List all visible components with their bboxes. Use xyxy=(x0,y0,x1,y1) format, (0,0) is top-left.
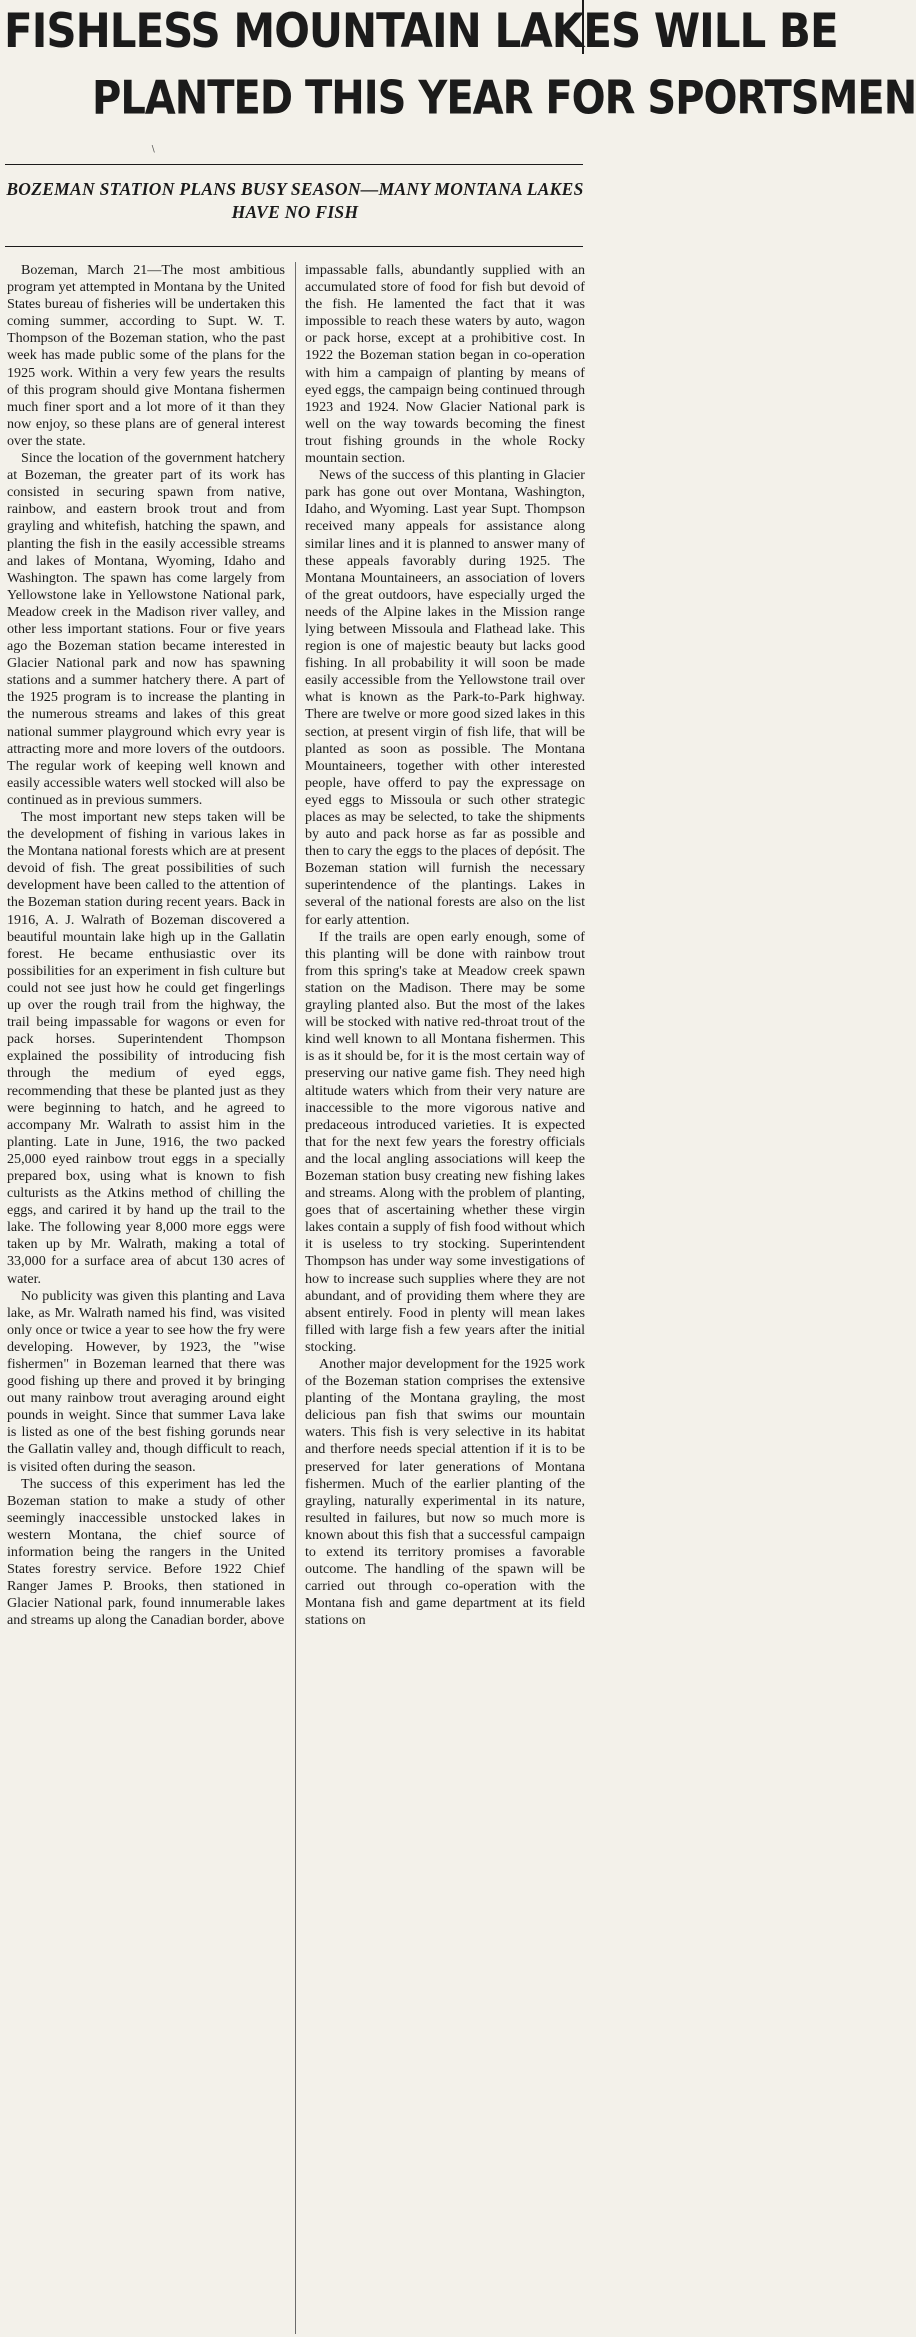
top-rule xyxy=(5,164,583,165)
paragraph: Since the location of the government hatchery at Bozeman, the greater part of its work has consisted in securing spawn from native, rainbow, and eastern brook trout and from grayling and whitefish, hatching the spawn, and planting the fish in the easily accessible streams and lakes of Montana, Wyoming, Idaho and Washington. The spawn has come largely from Yellowstone lake in Yellowstone National park, Meadow creek in the Madison river valley, and other less important stations. Four or five years ago the Bozeman station became interested in Glacier National park and now has spawning stations and a summer hatchery there. A part of the 1925 program is to increase the planting in the numerous streams and lakes of this great national summer playground which evry year is attracting more and more lovers of the outdoors. The regular work of keeping well known and easily accessible waters well stocked will also be continued as in previous summers. xyxy=(7,450,285,808)
bottom-rule xyxy=(5,246,583,247)
paragraph: Another major development for the 1925 work of the Bozeman station comprises the extensive planting of the Montana grayling, the most delicious pan fish that swims our mountain waters. This fish is very selective in its habitat and therfore needs special attention if it is to be preserved for later generations of Montana fishermen. Much of the earlier planting of the grayling, naturally experimental in its nature, resulted in failures, but now so much more is known about this fish that a successful campaign to extend its territory promises a favorable outcome. The handling of the spawn will be carried out through co-operation with the Montana fish and game department at its field stations on xyxy=(305,1356,585,1629)
paragraph: The most important new steps taken will be the development of fishing in various lakes in the Montana national forests which are at present devoid of fish. The great possibilities of such development have been called to the attention of the Bozeman station during recent years. Back in 1916, A. J. Walrath of Bozeman discovered a beautiful mountain lake high up in the Gallatin forest. He became enthusiastic over its possibilities for an experiment in fish culture but could not see just how he could get fingerlings up over the rough trail from the highway, the trail being impassable for wagons or even for pack horses. Superintendent Thompson explained the possibility of introducing fish through the medium of eyed eggs, recommending that these be planted just as they were beginning to hatch, and he agreed to accompany Mr. Walrath to assist him in the planting. Late in June, 1916, the two packed 25,000 eyed rainbow trout eggs in a specially prepared box, using what is known to fish culturists as the Atkins method of chilling the eggs, and carired it by hand up the trail to the lake. The following year 8,000 more eggs were taken up by Mr. Walrath, making a total of 33,000 for a surface area of abcut 130 acres of water. xyxy=(7,809,285,1287)
article-column-left xyxy=(7,262,285,2334)
paragraph: If the trails are open early enough, some of this planting will be done with rainbow trout from this spring's take at Meadow creek spawn station on the Madison. There may be some grayling planted also. But the most of the lakes will be stocked with native red-throat trout of the kind well known to all Montana fishermen. This is as it should be, for it is the most certain way of preserving our native game fish. They need high altitude waters which from their very nature are inaccessible to the more vigorous native and predaceous introduced varieties. It is expected that for the next few years the forestry officials and the local angling associations will keep the Bozeman station busy creating new fishing lakes and streams. Along with the problem of planting, goes that of ascertaining whether these virgin lakes contain a supply of fish food without which it is useless to try stocking. Superintendent Thompson has under way some investigations of how to increase such supplies where they are not abundant, and of providing them where they are absent entirely. Food in plenty will mean lakes filled with large fish a few years after the initial stocking. xyxy=(305,928,585,1355)
paragraph: Bozeman, March 21—The most ambitious program yet attempted in Montana by the United States bureau of fisheries will be undertaken this coming summer, according to Supt. W. T. Thompson of the Bozeman station, who the past week has made public some of the plans for the 1925 work. Within a very few years the results of this program should give Montana fishermen much finer sport and a lot more of it than they now enjoy, so these plans are of general interest over the state. xyxy=(7,262,285,449)
paragraph: News of the success of this planting in Glacier park has gone out over Montana, Washington, Idaho, and Wyoming. Last year Supt. Thompson received many appeals for assistance along similar lines and it is planned to answer many of these appeals favorably during 1925. The Montana Mountaineers, an association of lovers of the great outdoors, have especially urged the needs of the Alpine lakes in the Mission range lying between Missoula and Flathead lake. This region is one of majestic beauty but lacks good fishing. In all probability it will soon be made easily accessible from the Yellowstone trail over what is known as the Park-to-Park highway. There are twelve or more good sized lakes in this section, at present virgin of fish life, that will be planted as soon as possible. The Montana Mountaineers, together with other interested people, have offerd to pay the expressage on eyed eggs to Missoula or such other strategic places as may be selected, to take the shipments by auto and pack horse as far as possible and then to cary the eggs to the places of depósit. The Bozeman station will furnish the necessary superintendence of the plantings. Lakes in several of the national forests are also on the list for early attention. xyxy=(305,467,585,928)
paragraph: impassable falls, abundantly supplied with an accumulated store of food for fish but devoid of the fish. He lamented the fact that it was impossible to reach these waters by auto, wagon or pack horse, except at a prohibitive cost. In 1922 the Bozeman station began in co-operation with him a campaign of planting by means of eyed eggs, the campaign being continued through 1923 and 1924. Now Glacier National park is well on the way towards becoming the finest trout fishing grounds in the whole Rocky mountain section. xyxy=(305,262,585,467)
column-divider xyxy=(295,262,296,2334)
paragraph: No publicity was given this planting and Lava lake, as Mr. Walrath named his find, was visited only once or twice a year to see how the fry were developing. However, by 1923, the "wise fishermen" in Bozeman learned that there was good fishing up there and proved it by bringing out many rainbow trout averaging around eight pounds in weight. Since that summer Lava lake is listed as one of the best fishing gorunds near the Gallatin valley and, though difficult to reach, is visited often during the season. xyxy=(7,1287,285,1475)
subheadline: BOZEMAN STATION PLANS BUSY SEASON—MANY MONTANA LAKES HAVE NO FISH xyxy=(6,179,584,222)
article-column-right xyxy=(305,262,585,2334)
paragraph: The success of this experiment has led the Bozeman station to make a study of other seemingly inaccessible unstocked lakes in western Montana, the chief source of information being the rangers in the United States forestry service. Before 1922 Chief Ranger James P. Brooks, then stationed in Glacier National park, found innumerable lakes and streams up along the Canadian border, above xyxy=(7,1475,285,1629)
adjacent-column-edge xyxy=(582,0,590,54)
ornament-mark: ∖ xyxy=(150,144,156,154)
headline-line-2: PLANTED THIS YEAR FOR SPORTSMEN xyxy=(92,72,916,125)
headline-line-1: FISHLESS MOUNTAIN LAKES WILL BE xyxy=(4,3,838,59)
